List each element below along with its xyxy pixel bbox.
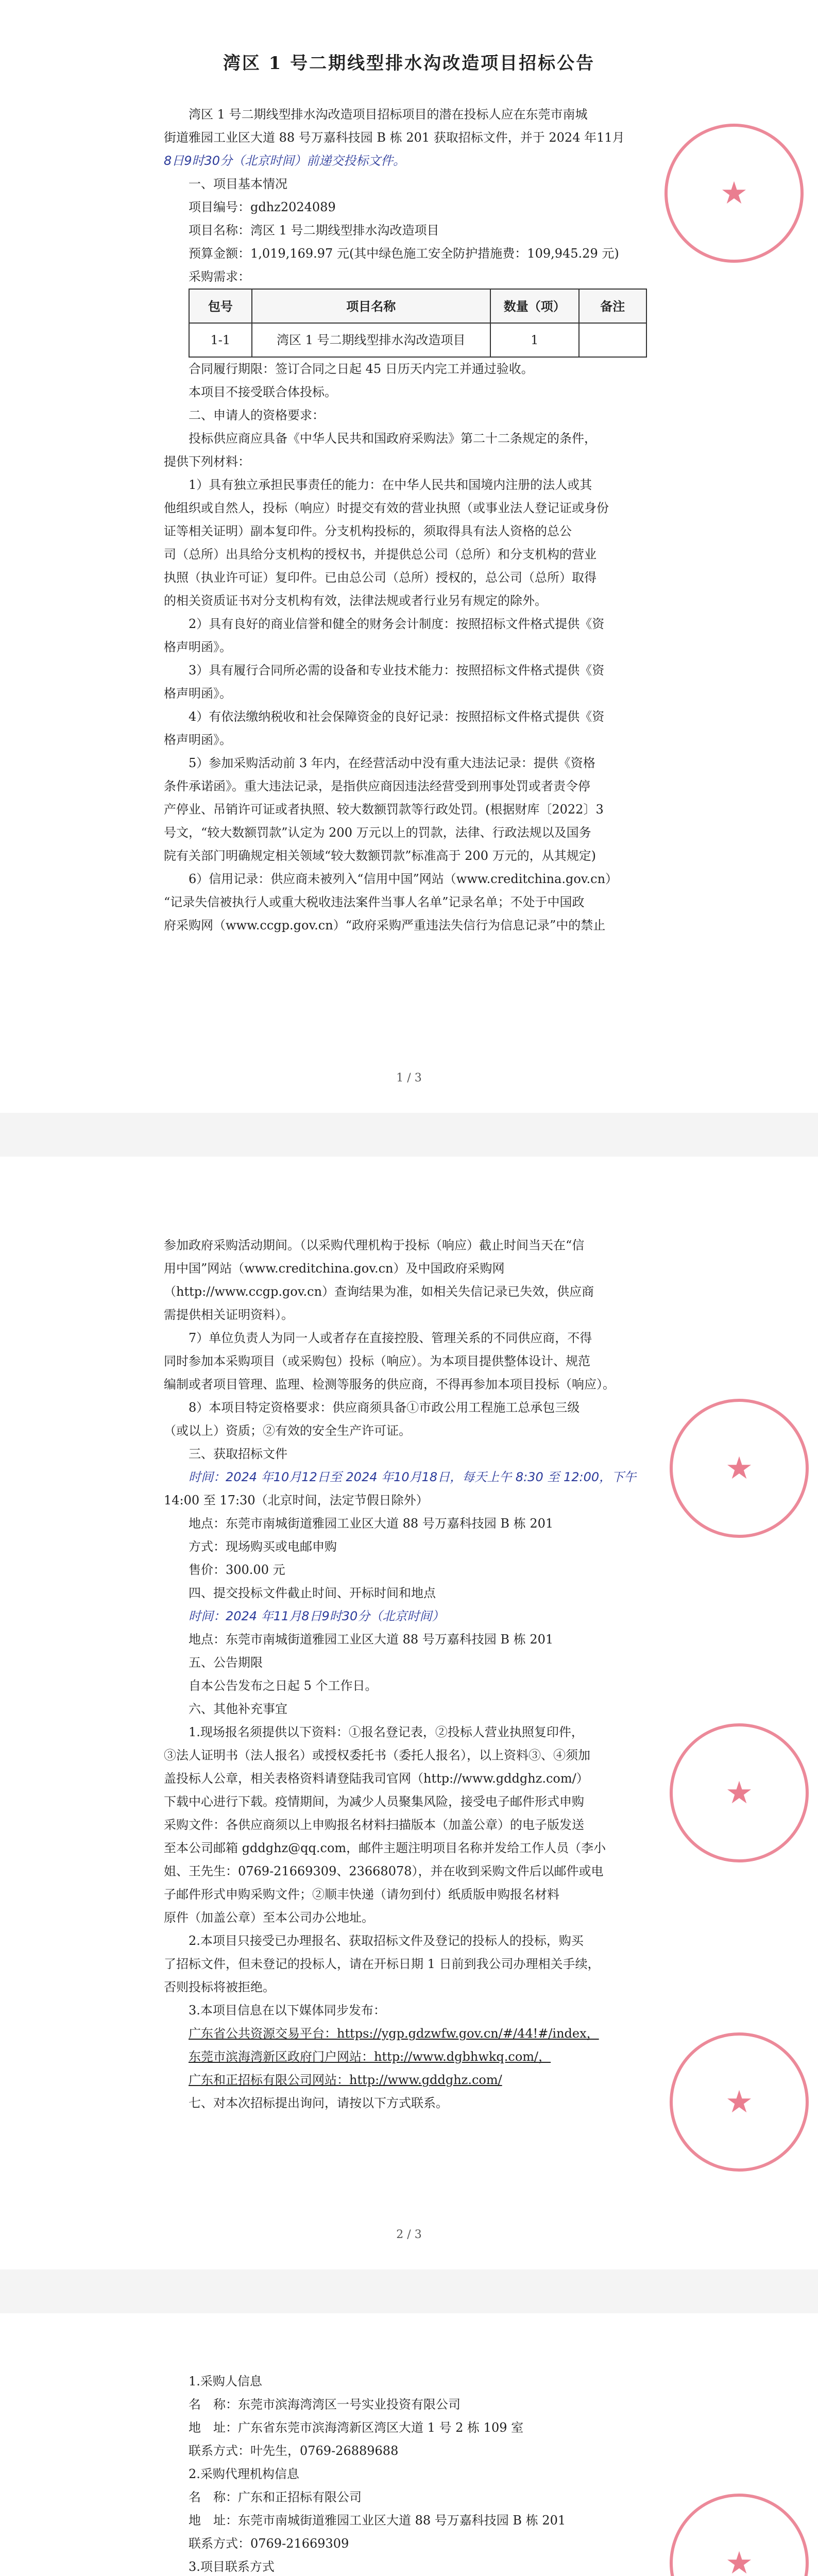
s6-line: 3.本项目信息在以下媒体同步发布： — [189, 2003, 386, 2018]
page-title: 湾区 1 号二期线型排水沟改造项目招标公告 — [223, 53, 595, 74]
p2-line: （http://www.ccgp.gov.cn）查询结果为准，如相关失信记录已失效，供应商 — [164, 1284, 594, 1299]
p2-line: 需提供相关证明资料）。 — [164, 1308, 294, 1322]
s2-line: 投标供应商应具备《中华人民共和国政府采购法》第二十二条规定的条件， — [189, 431, 597, 446]
buyer-heading: 1.采购人信息 — [189, 2374, 262, 2388]
s6-line: 采购文件：各供应商须以上申购报名材料扫描版本（加盖公章）的电子版发送 — [164, 1818, 584, 1832]
buyer-contact: 联系方式：叶先生，0769-26889688 — [189, 2444, 399, 2458]
s3-place: 地点：东莞市南城街道雅园工业区大道 88 号万嘉科技园 B 栋 201 — [189, 1516, 554, 1531]
section-1-heading: 一、项目基本情况 — [189, 177, 287, 191]
s2-line: 条件承诺函》。重大违法记录，是指供应商因违法经营受到刑事处罚或者责令停 — [164, 779, 590, 793]
page-2 — [0, 1157, 818, 2269]
page-number: 1 / 3 — [396, 1072, 422, 1084]
s3-time-2: 14:00 至 17:30（北京时间，法定节假日除外） — [164, 1493, 429, 1507]
p2-line: 参加政府采购活动期间。（以采购代理机构于投标（响应）截止时间当天在“信 — [164, 1238, 585, 1252]
s3-time-1: 时间：2024 年10月12日至 2024 年10月18日，每天上午 8:30 至 12:00，下午 — [189, 1470, 637, 1484]
s2-line: 格声明函》。 — [164, 733, 232, 747]
company-seal-stamp — [670, 2032, 809, 2172]
s2-line: 4）有依法缴纳税收和社会保障资金的良好记录：按照招标文件格式提供《资 — [189, 709, 605, 724]
intro-line-3: 8日9时30分（北京时间）前递交投标文件。 — [164, 154, 406, 168]
s6-line: 否则投标将被拒绝。 — [164, 1980, 275, 1994]
project-name: 项目名称：湾区 1 号二期线型排水沟改造项目 — [189, 223, 439, 238]
s2-line: 2）具有良好的商业信誉和健全的财务会计制度：按照招标文件格式提供《资 — [189, 617, 605, 631]
company-seal-stamp — [670, 1399, 809, 1538]
agent-name: 名 称：广东和正招标有限公司 — [189, 2490, 362, 2504]
s2-line: 5）参加采购活动前 3 年内，在经营活动中没有重大违法记录：提供《资格 — [189, 756, 595, 770]
company-seal-stamp — [670, 2494, 809, 2576]
page-2-body — [164, 1234, 654, 2115]
agent-contact: 联系方式：0769-21669309 — [189, 2536, 349, 2551]
s4-place: 地点：东莞市南城街道雅园工业区大道 88 号万嘉科技园 B 栋 201 — [189, 1632, 554, 1647]
table-cell: 1 — [490, 323, 579, 357]
s2-line: 1）具有独立承担民事责任的能力：在中华人民共和国境内注册的法人或其 — [189, 478, 592, 492]
buyer-address: 地 址：广东省东莞市滨海湾新区湾区大道 1 号 2 栋 109 室 — [189, 2420, 524, 2435]
s3-way: 方式：现场购买或电邮申购 — [189, 1539, 337, 1554]
table-row — [189, 323, 646, 357]
table-header: 备注 — [579, 289, 646, 323]
s2-line: 格声明函》。 — [164, 640, 232, 654]
s2-line: 府采购网（www.ccgp.gov.cn）“政府采购严重违法失信行为信息记录”中的禁止 — [164, 918, 606, 933]
table-header: 项目名称 — [252, 289, 490, 323]
intro-line-1: 湾区 1 号二期线型排水沟改造项目招标项目的潜在投标人应在东莞市南城 — [189, 107, 588, 122]
section-3-heading: 三、获取招标文件 — [189, 1447, 287, 1461]
project-contact-heading: 3.项目联系方式 — [189, 2560, 275, 2574]
table-cell: 1-1 — [189, 323, 252, 357]
s2-line: “记录失信被执行人或重大税收违法案件当事人名单”记录名单；不处于中国政 — [164, 895, 585, 909]
no-consortium: 本项目不接受联合体投标。 — [189, 385, 337, 399]
section-5-heading: 五、公告期限 — [189, 1655, 263, 1670]
s6-line: ③法人证明书（法人报名）或授权委托书（委托人报名），以上资料③、④须加 — [164, 1748, 590, 1762]
company-seal-stamp — [670, 1723, 809, 1862]
s5-text: 自本公告发布之日起 5 个工作日。 — [189, 1679, 378, 1693]
s6-line: 了招标文件，但未登记的投标人，请在开标日期 1 日前到我公司办理相关手续， — [164, 1957, 600, 1971]
s2-line: 提供下列材料： — [164, 454, 250, 469]
s2-line: 产停业、吊销许可证或者执照、较大数额罚款等行政处罚。(根据财库〔2022〕3 — [164, 802, 604, 817]
page-divider — [0, 1113, 818, 1157]
s2-line: 号文，“较大数额罚款”认定为 200 万元以上的罚款，法律、行政法规以及国务 — [164, 825, 591, 840]
s2-line: 的相关资质证书对分支机构有效，法律法规或者行业另有规定的除外。 — [164, 594, 547, 608]
agent-address: 地 址：东莞市南城街道雅园工业区大道 88 号万嘉科技园 B 栋 201 — [189, 2513, 566, 2528]
p2-line: 编制或者项目管理、监理、检测等服务的供应商，不得再参加本项目投标（响应）。 — [164, 1377, 615, 1392]
s2-line: 证等相关证明）副本复印件。分支机构投标的，须取得具有法人资格的总公 — [164, 524, 572, 538]
table-header: 数量（项） — [490, 289, 579, 323]
procurement-requirement: 采购需求： — [189, 269, 250, 284]
s4-time: 时间：2024 年11月8日9时30分（北京时间） — [189, 1609, 445, 1623]
p2-line: 8）本项目特定资格要求：供应商须具备①市政公用工程施工总承包三级 — [189, 1400, 580, 1415]
page-number: 2 / 3 — [396, 2228, 422, 2241]
s2-line: 6）信用记录：供应商未被列入“信用中国”网站（www.creditchina.gov.cn） — [189, 872, 618, 886]
section-6-heading: 六、其他补充事宜 — [189, 1702, 287, 1716]
s2-line: 执照（执业许可证）复印件。已由总公司（总所）授权的，总公司（总所）取得 — [164, 570, 597, 585]
section-4-heading: 四、提交投标文件截止时间、开标时间和地点 — [189, 1586, 436, 1600]
agent-heading: 2.采购代理机构信息 — [189, 2467, 299, 2481]
contract-period: 合同履行期限：签订合同之日起 45 日历天内完工并通过验收。 — [189, 362, 534, 376]
section-7-heading: 七、对本次招标提出询问，请按以下方式联系。 — [189, 2096, 448, 2110]
page-1 — [0, 0, 818, 1113]
table-cell: 湾区 1 号二期线型排水沟改造项目 — [252, 323, 490, 357]
p2-line: （或以上）资质；②有效的安全生产许可证。 — [164, 1423, 411, 1438]
s6-line: 子邮件形式申购采购文件；②顺丰快递（请勿到付）纸质版申购报名材料 — [164, 1887, 559, 1902]
project-budget: 预算金额：1,019,169.97 元(其中绿色施工安全防护措施费：109,945.29 元) — [189, 246, 619, 261]
s6-line: 至本公司邮箱 gddghz@qq.com，邮件主题注明项目名称并发给工作人员（李小 — [164, 1841, 606, 1855]
page-3-body — [164, 2370, 654, 2576]
page-3 — [0, 2313, 818, 2576]
s6-line: 2.本项目只接受已办理报名、获取招标文件及登记的投标人的投标，购买 — [189, 1934, 584, 1948]
project-code: 项目编号：gdhz2024089 — [189, 200, 336, 214]
intro-block — [164, 103, 654, 937]
p2-line: 7）单位负责人为同一人或者存在直接控股、管理关系的不同供应商，不得 — [189, 1331, 592, 1345]
s6-link[interactable]: 广东和正招标有限公司网站：http://www.gddghz.com/ — [189, 2073, 502, 2087]
page-divider — [0, 2269, 818, 2313]
section-2-heading: 二、申请人的资格要求： — [189, 408, 325, 422]
company-seal-stamp — [664, 124, 804, 263]
p2-line: 同时参加本采购项目（或采购包）投标（响应）。为本项目提供整体设计、规范 — [164, 1354, 590, 1368]
s6-line: 1.现场报名须提供以下资料：①报名登记表，②投标人营业执照复印件， — [189, 1725, 584, 1739]
table-cell — [579, 323, 646, 357]
requirement-table — [189, 289, 647, 358]
s6-link[interactable]: 东莞市滨海湾新区政府门户网站：http://www.dgbhwkq.com/， — [189, 2049, 551, 2064]
p2-line: 用中国”网站（www.creditchina.gov.cn）及中国政府采购网 — [164, 1261, 505, 1276]
s2-line: 3）具有履行合同所必需的设备和专业技术能力：按照招标文件格式提供《资 — [189, 663, 605, 677]
s6-line: 下载中心进行下载。疫情期间，为减少人员聚集风险，接受电子邮件形式申购 — [164, 1794, 584, 1809]
s2-line: 司（总所）出具给分支机构的授权书，并提供总公司（总所）和分支机构的营业 — [164, 547, 597, 562]
s2-line: 格声明函》。 — [164, 686, 232, 701]
table-header-row — [189, 289, 646, 323]
buyer-name: 名 称：东莞市滨海湾湾区一号实业投资有限公司 — [189, 2397, 461, 2412]
s3-price: 售价：300.00 元 — [189, 1563, 285, 1577]
s2-line: 他组织或自然人，投标（响应）时提交有效的营业执照（或事业法人登记证或身份 — [164, 501, 609, 515]
s6-line: 原件（加盖公章）至本公司办公地址。 — [164, 1910, 374, 1925]
s6-line: 姐、王先生：0769-21669309、23668078），并在收到采购文件后以邮件或电 — [164, 1864, 604, 1878]
table-header: 包号 — [189, 289, 252, 323]
s6-link[interactable]: 广东省公共资源交易平台：https://ygp.gdzwfw.gov.cn/#/44!#/index， — [189, 2026, 599, 2041]
s6-line: 盖投标人公章，相关表格资料请登陆我司官网（http://www.gddghz.com/） — [164, 1771, 589, 1786]
s2-line: 院有关部门明确规定相关领域“较大数额罚款”标准高于 200 万元的，从其规定) — [164, 849, 596, 863]
intro-line-2: 街道雅园工业区大道 88 号万嘉科技园 B 栋 201 获取招标文件，并于 2024 年11月 — [164, 130, 625, 145]
